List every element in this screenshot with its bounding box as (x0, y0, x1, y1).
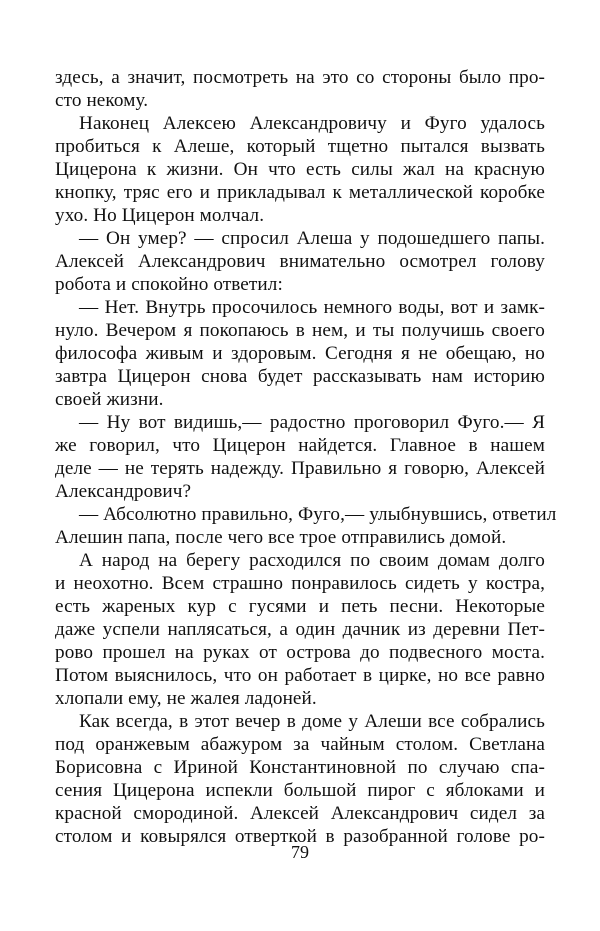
text-line: — Он умер? — спросил Алеша у подошедшего папы. (79, 228, 545, 249)
text-line: сто некому. (55, 90, 149, 111)
text-line: — Ну вот видишь,— радостно проговорил Фуго.— Я (79, 412, 545, 433)
text-line: — Абсолютно правильно, Фуго,— улыбнувшись, ответил (79, 504, 557, 525)
text-line: А народ на берегу расходился по своим домам долго (79, 550, 545, 571)
text-line: Алешин папа, после чего все трое отправились домой. (55, 527, 507, 548)
text-line: завтра Цицерон снова будет рассказывать нам историю (55, 366, 545, 387)
text-line: красной смородиной. Алексей Александрович сидел за (55, 803, 545, 824)
text-line: пробиться к Алеше, который тщетно пытался вызвать (55, 136, 545, 157)
page-number: 79 (291, 842, 309, 862)
text-line: кнопку, тряс его и прикладывал к металлической коробке (55, 182, 545, 203)
text-line: рово прошел на руках от острова до подвесного моста. (55, 642, 545, 663)
text-line: же говорил, что Цицерон найдется. Главное в нашем (55, 435, 545, 456)
text-line: под оранжевым абажуром за чайным столом. Светлана (55, 734, 545, 755)
body-text (55, 66, 557, 848)
text-line: сения Цицерона испекли большой пирог с яблоками и (55, 780, 545, 801)
text-line: Наконец Алексею Александровичу и Фуго удалось (79, 113, 545, 134)
text-line: Как всегда, в этот вечер в доме у Алеши все собрались (79, 711, 545, 732)
text-line: Алексей Александрович внимательно осмотрел голову (55, 251, 545, 272)
text-line: здесь, а значит, посмотреть на это со стороны было про- (55, 67, 545, 88)
text-line: хлопали ему, не жалея ладоней. (55, 688, 317, 709)
text-line: деле — не терять надежду. Правильно я говорю, Алексей (55, 458, 545, 479)
text-line: — Нет. Внутрь просочилось немного воды, вот и замк- (79, 297, 545, 318)
text-line: столом и ковырялся отверткой в разобранной голове ро- (55, 826, 545, 847)
text-line: даже успели наплясаться, а один дачник из деревни Пет- (55, 619, 545, 640)
text-line: Александрович? (55, 481, 192, 502)
text-line: ухо. Но Цицерон молчал. (55, 205, 265, 226)
text-line: Цицерона к жизни. Он что есть силы жал на красную (55, 159, 545, 180)
text-line: робота и спокойно ответил: (55, 274, 283, 295)
text-line: Потом выяснилось, что он работает в цирке, но все равно (55, 665, 545, 686)
text-line: Борисовна с Ириной Константиновной по случаю спа- (55, 757, 545, 778)
text-line: своей жизни. (55, 389, 164, 410)
text-line: философа живым и здоровым. Сегодня я не обещаю, но (55, 343, 545, 364)
text-line: есть жареных кур с гусями и петь песни. Некоторые (55, 596, 545, 617)
text-line: и неохотно. Всем страшно понравилось сидеть у костра, (55, 573, 545, 594)
text-line: нуло. Вечером я покопаюсь в нем, и ты получишь своего (55, 320, 545, 341)
